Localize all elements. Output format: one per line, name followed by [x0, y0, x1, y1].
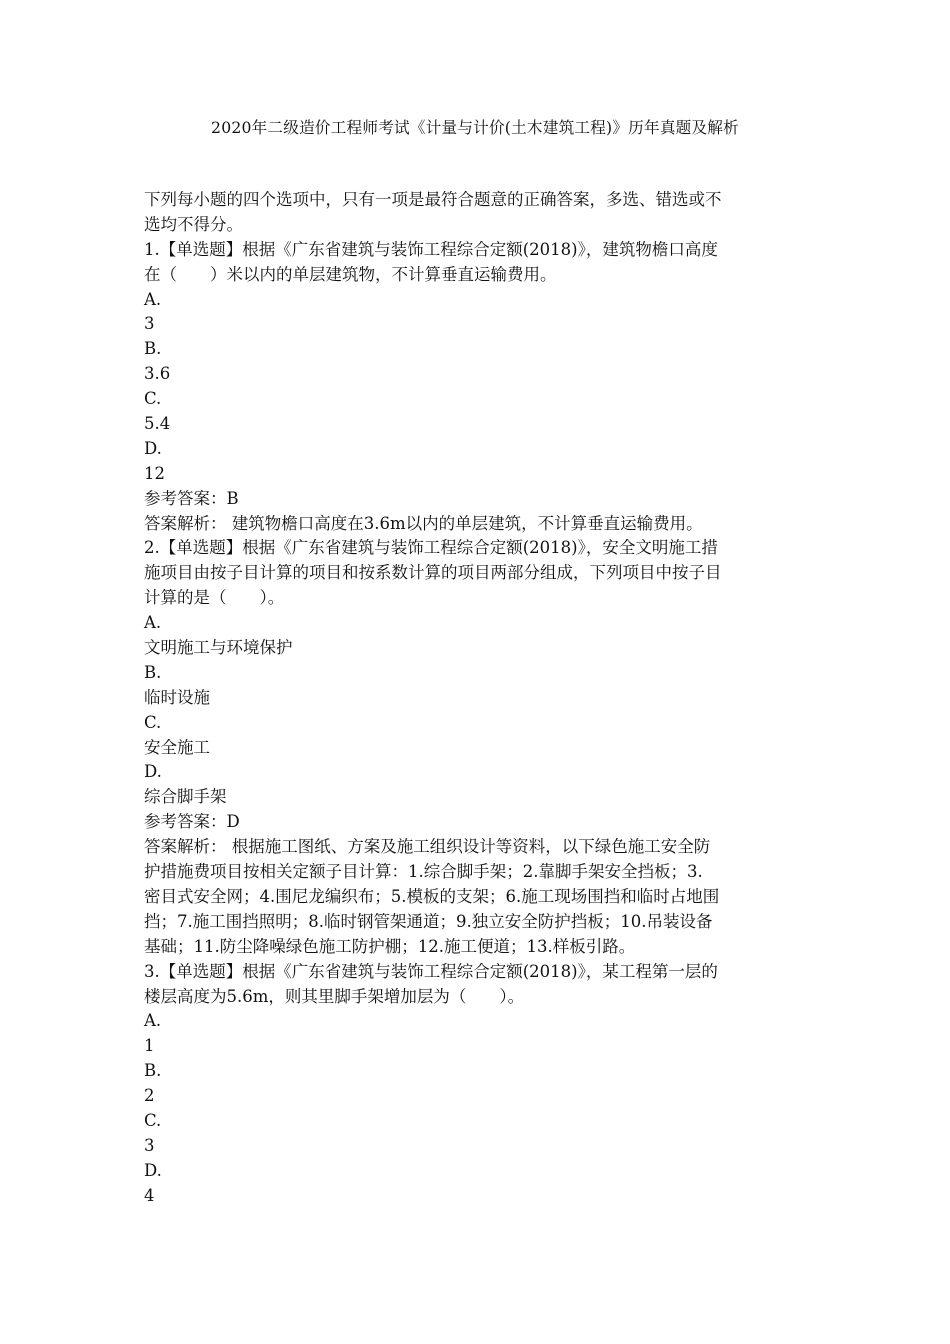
text-line: 施项目由按子目计算的项目和按系数计算的项目两部分组成，下列项目中按子目	[144, 563, 722, 583]
text-line: 密目式安全网；4.围尼龙编织布；5.模板的支架；6.施工现场围挡和临时占地围	[144, 886, 720, 906]
text-line: 答案解析： 建筑物檐口高度在3.6m以内的单层建筑，不计算垂直运输费用。	[144, 513, 703, 533]
text-line: 楼层高度为5.6m，则其里脚手架增加层为（ ）。	[144, 986, 525, 1006]
text-line: B.	[144, 1061, 162, 1081]
text-line: 3.6	[144, 364, 171, 384]
text-line: A.	[144, 289, 162, 309]
text-line: 挡；7.施工围挡照明；8.临时钢管架通道；9.独立安全防护挡板；10.吊装设备	[144, 911, 713, 931]
text-line: 参考答案：B	[144, 488, 239, 508]
text-line: A.	[144, 1011, 162, 1031]
text-line: B.	[144, 339, 162, 359]
text-line: D.	[144, 1160, 162, 1180]
text-line: 综合脚手架	[144, 787, 227, 807]
text-line: 文明施工与环境保护	[144, 638, 293, 658]
text-line: 1	[144, 1036, 155, 1056]
text-line: 计算的是（ ）。	[144, 588, 285, 608]
text-line: 3	[144, 314, 155, 334]
text-line: 在（ ）米以内的单层建筑物，不计算垂直运输费用。	[144, 264, 557, 284]
text-line: 5.4	[144, 414, 171, 434]
document-body	[144, 188, 814, 1209]
text-line: 选均不得分。	[144, 214, 243, 234]
text-line: D.	[144, 762, 162, 782]
text-line: 答案解析： 根据施工图纸、方案及施工组织设计等资料，以下绿色施工安全防	[144, 837, 711, 857]
text-line: D.	[144, 438, 162, 458]
text-line: 3	[144, 1135, 155, 1155]
text-line: 下列每小题的四个选项中，只有一项是最符合题意的正确答案，多选、错选或不	[144, 190, 722, 209]
text-line: C.	[144, 389, 162, 409]
text-line: 安全施工	[144, 737, 210, 757]
text-line: 4	[144, 1185, 155, 1205]
text-line: 参考答案：D	[144, 812, 240, 832]
text-line: 临时设施	[144, 687, 210, 707]
text-line: 护措施费项目按相关定额子目计算：1.综合脚手架；2.靠脚手架安全挡板；3.	[144, 862, 703, 882]
text-line: C.	[144, 712, 162, 732]
document-title: 2020年二级造价工程师考试《计量与计价(土木建筑工程)》历年真题及解析	[211, 118, 739, 137]
text-line: B.	[144, 662, 162, 682]
text-line: 基础；11.防尘降噪绿色施工防护棚；12.施工便道；13.样板引路。	[144, 936, 636, 956]
text-line: C.	[144, 1110, 162, 1130]
text-line: A.	[144, 613, 162, 633]
text-line: 12	[144, 463, 165, 483]
text-line: 2	[144, 1086, 155, 1106]
text-line: 1.【单选题】根据《广东省建筑与装饰工程综合定额(2018)》，建筑物檐口高度	[144, 239, 718, 259]
text-line: 3.【单选题】根据《广东省建筑与装饰工程综合定额(2018)》，某工程第一层的	[144, 961, 718, 981]
text-line: 2.【单选题】根据《广东省建筑与装饰工程综合定额(2018)》，安全文明施工措	[144, 538, 718, 558]
